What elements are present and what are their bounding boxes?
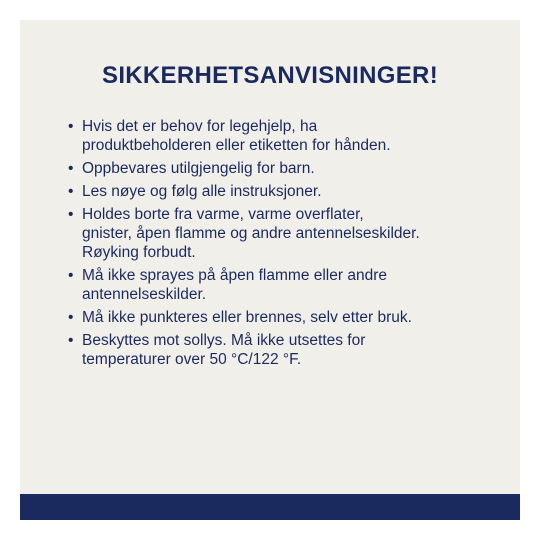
footer-bar [20, 494, 520, 520]
list-item-line: Hvis det er behov for legehjelp, ha [82, 118, 318, 135]
list-item-line: antennelseskilder. [82, 286, 207, 303]
list-item [68, 308, 488, 327]
bullet-icon: • [68, 160, 74, 177]
list-item-line: gnister, åpen flamme og andre antennelseskilder. [82, 225, 420, 242]
list-item-line: produktbeholderen eller etiketten for hånden. [82, 137, 391, 154]
list-item [68, 117, 488, 155]
list-item [68, 266, 488, 304]
list-item [68, 331, 488, 369]
bullet-icon: • [68, 118, 74, 135]
bullet-icon: • [68, 309, 74, 326]
list-item-line: temperaturer over 50 °C/122 °F. [82, 351, 302, 368]
bullet-icon: • [68, 332, 74, 349]
list-item [68, 182, 488, 201]
list-item-line: Beskyttes mot sollys. Må ikke utsettes for [82, 332, 366, 349]
list-item-line: Oppbevares utilgjengelig for barn. [82, 160, 315, 177]
safety-panel [20, 20, 520, 520]
bullet-icon: • [68, 206, 74, 223]
list-item-line: Les nøye og følg alle instruksjoner. [82, 183, 322, 200]
safety-instructions-list [68, 117, 488, 373]
list-item-line: Må ikke punkteres eller brennes, selv etter bruk. [82, 309, 412, 326]
bullet-icon: • [68, 183, 74, 200]
list-item [68, 159, 488, 178]
list-item-line: Må ikke sprayes på åpen flamme eller andre [82, 267, 387, 284]
list-item-line: Røyking forbudt. [82, 244, 196, 261]
list-item [68, 205, 488, 262]
bullet-icon: • [68, 267, 74, 284]
page-title: SIKKERHETSANVISNINGER! [102, 62, 438, 89]
list-item-line: Holdes borte fra varme, varme overflater, [82, 206, 364, 223]
